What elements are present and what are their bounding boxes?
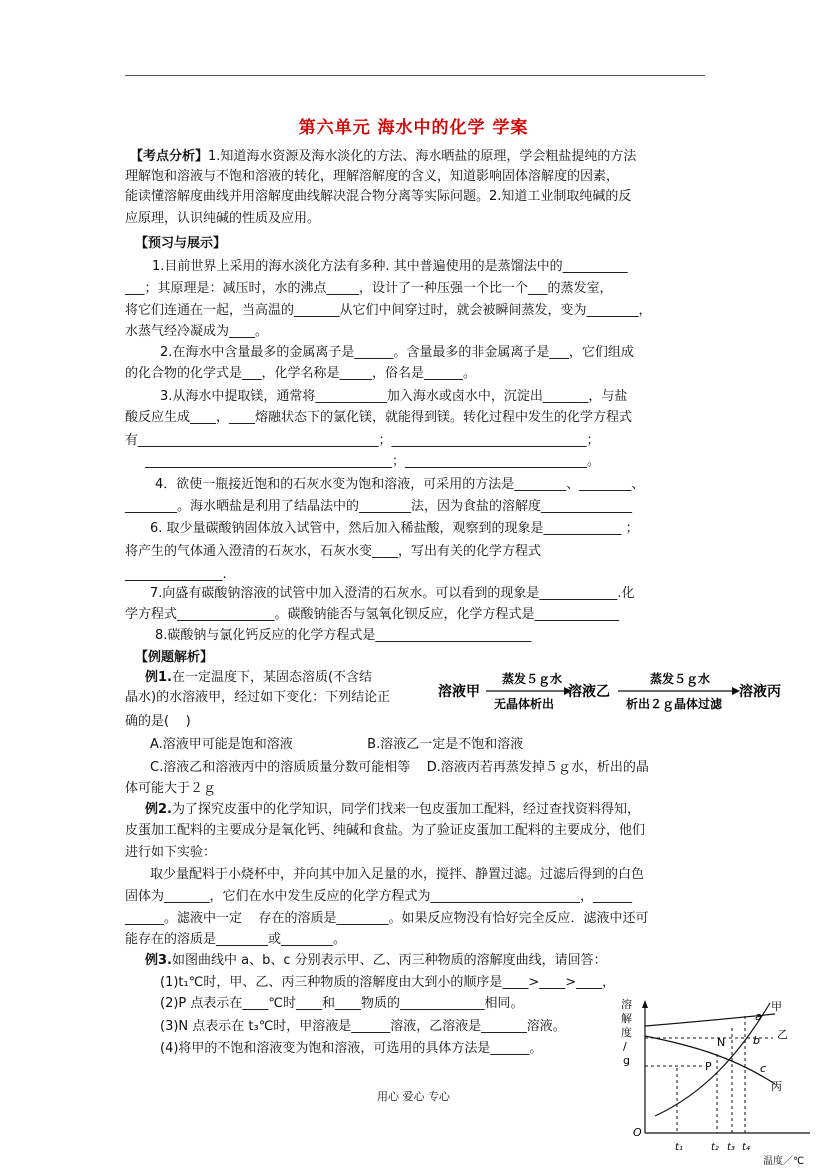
page-title: 第六单元 海水中的化学 学案	[298, 118, 529, 138]
line-text: 2.在海水中含量最多的金属离子是______。含量最多的非金属离子是___，它们组成	[160, 345, 634, 360]
flow-step1-bottom: 无晶体析出	[494, 697, 555, 711]
line-text: 3.从海水中提取镁，通常将___________加入海水或卤水中，沉淀出_______，与盐	[160, 389, 628, 404]
page-footer: 用心 爱心 专心	[377, 1090, 450, 1103]
text-line	[150, 586, 635, 601]
text-line	[150, 737, 523, 752]
text-line	[125, 169, 619, 184]
header-rule	[125, 75, 705, 76]
text-line	[125, 714, 191, 729]
line-text: 将它们连通在一起，当高温的_______从它们中间穿过时，就会被瞬间蒸发，变为________，	[125, 303, 652, 318]
section-label: 【例题解析】	[135, 650, 214, 665]
origin-label: O	[633, 1126, 642, 1139]
line-text: 取少量配料于小烧杯中，并向其中加入足量的水，搅拌、静置过滤。过滤后得到的白色	[150, 867, 645, 882]
text-line	[125, 823, 645, 838]
line-text: 晶水)的水溶液甲，经过如下变化：下列结论正	[125, 690, 391, 705]
line-text: 酸反应生成____，____熔融状态下的氯化镁，就能得到镁。转化过程中发生的化学方程式	[125, 410, 633, 425]
text-line	[125, 911, 649, 926]
text-line	[145, 454, 600, 469]
line-text: 4．欲使一瓶接近饱和的石灰水变为饱和溶液，可采用的方法是________、________、	[155, 477, 645, 492]
text-line	[125, 189, 631, 204]
y-label-2: 解	[621, 1012, 632, 1025]
line-text: ______。滤液中一定 存在的溶质是________。如果反应物没有恰好完全反应．滤液中还可	[125, 911, 649, 926]
section-label: 例1.	[145, 670, 172, 685]
tick-t2: t₂	[711, 1142, 719, 1153]
line-text: 6. 取少量碳酸钠固体放入试管中，然后加入稀盐酸，观察到的现象是____________ ；	[150, 521, 639, 536]
text-line	[125, 932, 346, 947]
text-line	[152, 259, 628, 274]
curve-label-c: c	[760, 1062, 767, 1075]
line-text: C.溶液乙和溶液丙中的溶质质量分数可能相等 D.溶液丙若再蒸发掉５ｇ水，析出的晶	[150, 760, 649, 775]
text-line	[125, 410, 632, 425]
section-label: 例3.	[145, 953, 172, 968]
series-label-bing: 丙	[771, 1080, 782, 1093]
section-label: 【考点分析】	[130, 149, 209, 164]
text-line	[150, 867, 644, 882]
curve-label-b: b	[753, 1034, 760, 1047]
y-label-1: 溶	[621, 998, 632, 1011]
flow-step2-bottom: 析出２ｇ晶体过滤	[626, 697, 723, 711]
point-n-label: N	[717, 1036, 726, 1049]
text-line	[125, 303, 652, 318]
text-line	[125, 366, 476, 381]
line-text: 1.知道海水资源及海水淡化的方法、海水晒盐的原理，学会粗盐提纯的方法	[208, 149, 637, 164]
text-line	[135, 236, 226, 251]
line-text: _______________.	[125, 567, 227, 582]
line-text: A.溶液甲可能是饱和溶液 B.溶液乙一定是不饱和溶液	[150, 737, 524, 752]
line-text: 7.向盛有碳酸钠溶液的试管中加入澄清的石灰水。可以看到的现象是____________.化	[150, 586, 635, 601]
line-text: 将产生的气体通入澄清的石灰水，石灰水变____，写出有关的化学方程式	[125, 544, 542, 559]
x-axis-label: 温度／℃	[763, 1156, 805, 1167]
line-text: ________。海水晒盐是利用了结晶法中的________法，因为食盐的溶解度______________	[125, 499, 633, 514]
text-line	[160, 1019, 566, 1034]
text-line	[160, 1041, 542, 1056]
line-text: 8.碳酸钠与氯化钙反应的化学方程式是________________________	[155, 628, 532, 643]
flow-solution-b: 溶液乙	[568, 684, 610, 700]
line-text: 理解饱和溶液与不饱和溶液的转化，理解溶解度的含义，知道影响固体溶解度的因素，	[125, 169, 620, 184]
tick-t3: t₃	[727, 1142, 735, 1153]
line-text: 水蒸气经冷凝成为____。	[125, 324, 269, 339]
line-text: 应原理，认识纯碱的性质及应用。	[125, 211, 321, 226]
text-line	[125, 889, 632, 904]
text-line	[125, 433, 600, 448]
section-label: 【预习与展示】	[135, 236, 227, 251]
text-line	[125, 499, 632, 514]
text-line	[125, 324, 268, 339]
text-line	[145, 670, 372, 685]
y-label-5: g	[623, 1054, 630, 1067]
line-text: 进行如下实验：	[125, 845, 217, 860]
line-text: (2)P 点表示在____℃时____和____物质的_____________相同。	[160, 996, 524, 1011]
line-text: (3)N 点表示在 t₃℃时，甲溶液是______溶液，乙溶液是_______溶液。	[160, 1019, 566, 1034]
line-text: 体可能大于２ｇ	[125, 781, 217, 796]
flow-solution-a: 溶液甲	[438, 684, 480, 700]
solubility-graph	[605, 998, 823, 1168]
curve-label-a: a	[755, 1010, 762, 1023]
line-text: 能读懂溶解度曲线并用溶解度曲线解决混合物分离等实际问题。2.知道工业制取纯碱的反	[125, 189, 632, 204]
text-line	[125, 690, 390, 705]
line-text: 能存在的溶质是________或________。	[125, 932, 347, 947]
line-text: (4)将甲的不饱和溶液变为饱和溶液，可选用的具体方法是______。	[160, 1041, 543, 1056]
text-line	[150, 521, 639, 536]
y-label-3: 度	[621, 1026, 632, 1039]
text-line	[145, 802, 640, 817]
section-label: 例2.	[145, 802, 172, 817]
series-label-jia: 甲	[771, 1000, 782, 1013]
point-p-label: P	[705, 1060, 712, 1073]
flow-diagram	[436, 665, 796, 720]
text-line	[125, 607, 619, 622]
text-line	[130, 149, 636, 164]
line-text: ______________________________________；____________________________。	[145, 454, 600, 469]
text-line	[160, 996, 524, 1011]
tick-t1: t₁	[675, 1142, 683, 1153]
flow-step2-top: 蒸发５ｇ水	[650, 672, 711, 686]
flow-solution-c: 溶液丙	[739, 684, 781, 700]
line-text: 为了探究皮蛋中的化学知识，同学们找来一包皮蛋加工配料，经过查找资料得知，	[171, 802, 640, 817]
series-label-yi: 乙	[777, 1028, 788, 1041]
line-text: 的化合物的化学式是___，化学名称是_____，俗名是______。	[125, 366, 477, 381]
text-line	[125, 211, 320, 226]
line-text: (1)t₁℃时，甲、乙、丙三种物质的溶解度由大到小的顺序是____>____>____，	[160, 975, 616, 990]
text-line	[160, 389, 627, 404]
line-text: 在一定温度下，某固态溶质(不含结	[171, 670, 373, 685]
text-line	[125, 567, 227, 582]
line-text: ___；其原理是：减压时，水的沸点_____，设计了一种压强一个比一个___的蒸发室，	[125, 281, 613, 296]
flow-step1-top: 蒸发５ｇ水	[502, 672, 563, 686]
text-line	[125, 845, 216, 860]
text-line	[155, 628, 531, 643]
line-text: 皮蛋加工配料的主要成分是氧化钙、纯碱和食盐。为了验证皮蛋加工配料的主要成分，他们	[125, 823, 646, 838]
y-label-4: /	[623, 1040, 627, 1053]
line-text: 确的是( )	[125, 714, 191, 729]
line-text: 1.目前世界上采用的海水淡化方法有多种. 其中普遍使用的是蒸馏法中的__________	[152, 259, 628, 274]
text-line	[145, 953, 607, 968]
text-line	[160, 345, 634, 360]
text-line	[125, 781, 216, 796]
line-text: 学方程式_______________。碳酸钠能否与氢氧化钡反应，化学方程式是_____________	[125, 607, 620, 622]
text-line	[150, 760, 649, 775]
line-text: 有_____________________________________；______________________________；	[125, 433, 600, 448]
line-text: 如图曲线中 a、b、c 分别表示甲、乙、丙三种物质的溶解度曲线，请回答：	[171, 953, 607, 968]
text-line	[135, 650, 213, 665]
text-line	[125, 281, 613, 296]
y-axis-arrow	[642, 1000, 648, 1008]
line-text: 固体为_______，它们在水中发生反应的化学方程式为_______________________，______	[125, 889, 633, 904]
text-line	[155, 477, 644, 492]
text-line	[160, 975, 615, 990]
tick-t4: t₄	[742, 1142, 750, 1153]
text-line	[125, 544, 541, 559]
